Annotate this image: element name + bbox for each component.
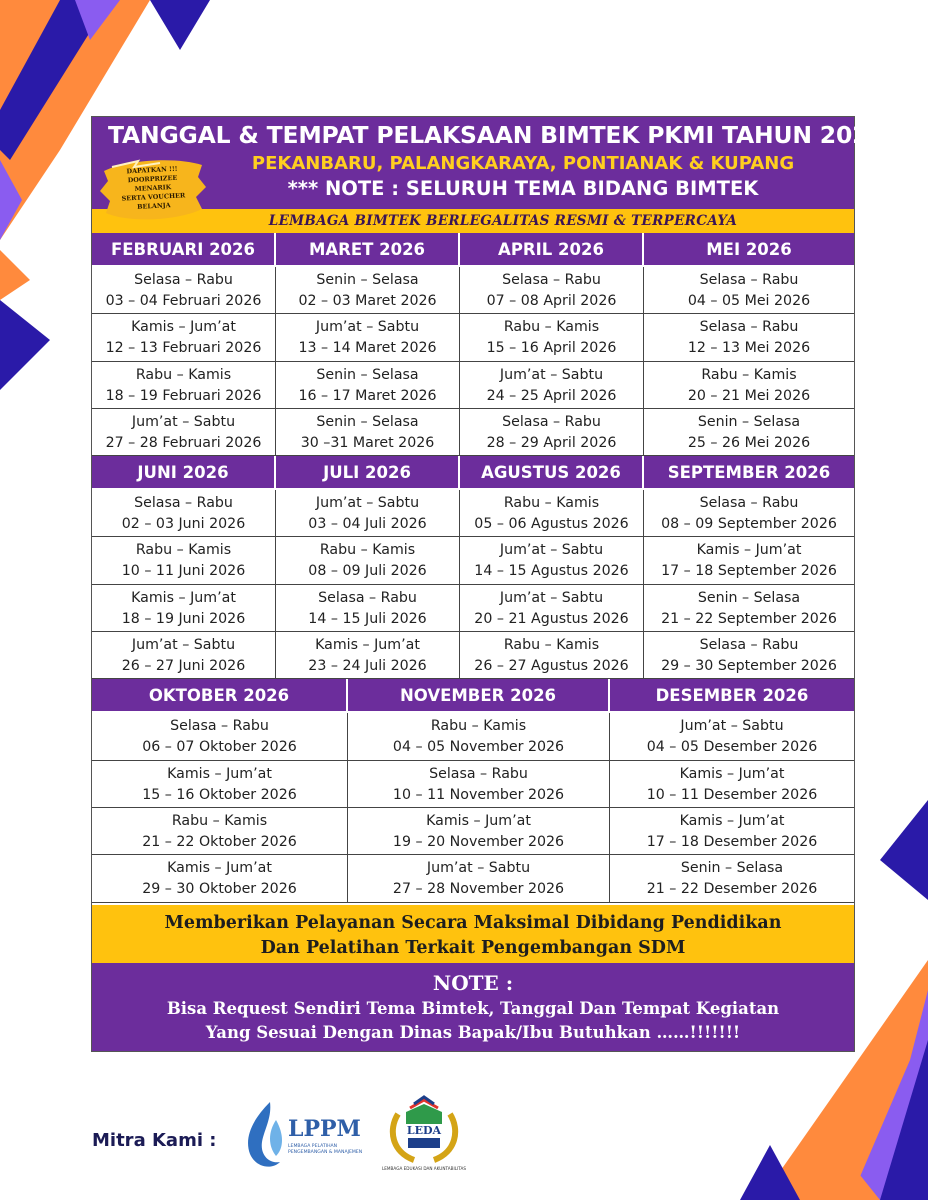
schedule-days: Jum’at – Sabtu xyxy=(131,637,236,654)
partners-label: Mitra Kami : xyxy=(92,1130,217,1151)
schedule-block-oct-dec xyxy=(92,679,854,902)
schedule-days: Senin – Selasa xyxy=(680,860,784,877)
schedule-days: Rabu – Kamis xyxy=(503,319,600,336)
schedule-days: Selasa – Rabu xyxy=(699,637,799,654)
schedule-cell xyxy=(276,490,460,537)
schedule-cell xyxy=(92,761,348,808)
leda-name: LEDA xyxy=(406,1124,442,1137)
month-header: DESEMBER 2026 xyxy=(610,679,854,713)
schedule-days: Kamis – Jum’at xyxy=(167,860,272,877)
schedule-dates: 03 – 04 Juli 2026 xyxy=(308,516,427,533)
schedule-cell xyxy=(460,632,644,679)
month-header: SEPTEMBER 2026 xyxy=(644,456,854,490)
schedule-dates: 18 – 19 Juni 2026 xyxy=(121,610,246,627)
schedule-days: Jum’at – Sabtu xyxy=(426,860,531,877)
service-statement xyxy=(92,903,854,963)
month-header: APRIL 2026 xyxy=(460,233,644,267)
schedule-cell xyxy=(644,632,854,679)
schedule-cell xyxy=(276,585,460,632)
schedule-dates: 13 – 14 Maret 2026 xyxy=(298,340,437,357)
schedule-days: Selasa – Rabu xyxy=(699,272,799,288)
schedule-dates: 14 – 15 Juli 2026 xyxy=(308,610,427,627)
schedule-cell xyxy=(644,585,854,632)
schedule-cell xyxy=(460,314,644,361)
schedule-dates: 02 – 03 Maret 2026 xyxy=(298,293,437,309)
schedule-days: Selasa – Rabu xyxy=(699,319,799,336)
schedule-dates: 18 – 19 Februari 2026 xyxy=(105,387,262,404)
schedule-dates: 20 – 21 Agustus 2026 xyxy=(474,610,629,627)
schedule-dates: 17 – 18 September 2026 xyxy=(661,563,837,580)
schedule-cell xyxy=(276,267,460,314)
schedule-cell xyxy=(92,632,276,679)
schedule-cell xyxy=(348,713,610,760)
schedule-cell xyxy=(644,362,854,409)
schedule-days: Kamis – Jum’at xyxy=(131,589,236,606)
leda-logo xyxy=(381,1094,467,1174)
schedule-dates: 24 – 25 April 2026 xyxy=(486,387,617,404)
leda-subtitle: LEMBAGA EDUKASI DAN AKUNTABILITAS xyxy=(381,1166,467,1171)
schedule-dates: 23 – 24 Juli 2026 xyxy=(308,658,427,675)
schedule-days: Kamis – Jum’at xyxy=(696,542,802,559)
schedule-cell xyxy=(644,267,854,314)
schedule-dates: 06 – 07 Oktober 2026 xyxy=(142,739,297,756)
month-header: MARET 2026 xyxy=(276,233,460,267)
schedule-days: Kamis – Jum’at xyxy=(679,812,785,829)
schedule-days: Kamis – Jum’at xyxy=(315,637,420,654)
schedule-dates: 26 – 27 Agustus 2026 xyxy=(474,658,629,675)
schedule-dates: 02 – 03 Juni 2026 xyxy=(121,516,246,533)
month-header: FEBRUARI 2026 xyxy=(92,233,276,267)
schedule-days: Jum’at – Sabtu xyxy=(499,366,604,383)
schedule-cell xyxy=(276,632,460,679)
service-line: Dan Pelatihan Terkait Pengembangan SDM xyxy=(260,937,686,958)
schedule-cell xyxy=(610,855,854,902)
schedule-dates: 12 – 13 Mei 2026 xyxy=(687,340,811,357)
schedule-dates: 20 – 21 Mei 2026 xyxy=(687,387,811,404)
schedule-cell xyxy=(276,362,460,409)
schedule-days: Rabu – Kamis xyxy=(135,542,232,559)
schedule-days: Selasa – Rabu xyxy=(429,765,528,782)
schedule-days: Rabu – Kamis xyxy=(503,495,600,512)
schedule-days: Kamis – Jum’at xyxy=(426,812,531,829)
schedule-days: Kamis – Jum’at xyxy=(679,765,785,782)
schedule-days: Jum’at – Sabtu xyxy=(131,413,236,430)
month-header: JULI 2026 xyxy=(276,456,460,490)
schedule-cell xyxy=(92,314,276,361)
schedule-cell xyxy=(348,855,610,902)
schedule-days: Senin – Selasa xyxy=(316,366,419,383)
schedule-dates: 04 – 05 Desember 2026 xyxy=(646,739,818,756)
schedule-dates: 19 – 20 November 2026 xyxy=(392,833,565,850)
schedule-cell xyxy=(348,761,610,808)
schedule-dates: 08 – 09 September 2026 xyxy=(661,516,837,533)
month-header: OKTOBER 2026 xyxy=(92,679,348,713)
schedule-dates: 26 – 27 Juni 2026 xyxy=(121,658,246,675)
badge-text xyxy=(109,164,197,213)
schedule-block-feb-may xyxy=(92,233,854,456)
schedule-days: Selasa – Rabu xyxy=(502,413,601,430)
schedule-days: Selasa – Rabu xyxy=(134,495,233,512)
schedule-cell xyxy=(644,490,854,537)
schedule-dates: 08 – 09 Juli 2026 xyxy=(308,563,427,580)
schedule-days: Rabu – Kamis xyxy=(319,542,416,559)
month-header: MEI 2026 xyxy=(644,233,854,267)
schedule-cell xyxy=(348,808,610,855)
schedule-days: Senin – Selasa xyxy=(316,272,419,288)
schedule-cell xyxy=(610,761,854,808)
month-header: AGUSTUS 2026 xyxy=(460,456,644,490)
schedule-dates: 16 – 17 Maret 2026 xyxy=(298,387,437,404)
schedule-days: Jum’at – Sabtu xyxy=(315,319,420,336)
schedule-dates: 17 – 18 Desember 2026 xyxy=(646,833,818,850)
schedule-dates: 15 – 16 Oktober 2026 xyxy=(142,786,297,803)
schedule-days: Jum’at – Sabtu xyxy=(499,589,604,606)
schedule-days: Senin – Selasa xyxy=(316,413,419,430)
schedule-cell xyxy=(644,537,854,584)
schedule-dates: 27 – 28 November 2026 xyxy=(392,881,565,898)
schedule-dates: 04 – 05 November 2026 xyxy=(392,739,565,756)
schedule-days: Selasa – Rabu xyxy=(318,589,417,606)
schedule-dates: 07 – 08 April 2026 xyxy=(486,293,617,309)
schedule-dates: 29 – 30 Oktober 2026 xyxy=(142,881,297,898)
schedule-dates: 10 – 11 November 2026 xyxy=(392,786,565,803)
schedule-days: Rabu – Kamis xyxy=(171,812,268,829)
schedule-days: Rabu – Kamis xyxy=(701,366,797,383)
badge-line: SERTA VOUCHER xyxy=(121,191,186,203)
lppm-subtitle: LEMBAGA PELATIHAN PENGEMBANGAN & MANAJEMEN xyxy=(288,1144,363,1155)
schedule-block-jun-sep xyxy=(92,456,854,679)
schedule-days: Kamis – Jum’at xyxy=(167,765,272,782)
schedule-dates: 21 – 22 Desember 2026 xyxy=(646,881,818,898)
schedule-days: Selasa – Rabu xyxy=(502,272,601,288)
schedule-dates: 12 – 13 Februari 2026 xyxy=(105,340,262,357)
schedule-days: Jum’at – Sabtu xyxy=(315,495,420,512)
schedule-cell xyxy=(644,314,854,361)
schedule-dates: 03 – 04 Februari 2026 xyxy=(105,293,262,309)
poster-title: TANGGAL & TEMPAT PELAKSAAN BIMTEK PKMI TAHUN 2026 xyxy=(108,121,885,149)
schedule-cell xyxy=(92,855,348,902)
schedule-cell xyxy=(92,713,348,760)
schedule-days: Selasa – Rabu xyxy=(170,718,269,735)
schedule-cell xyxy=(276,314,460,361)
schedule-cell xyxy=(460,409,644,456)
schedule-cell xyxy=(460,537,644,584)
schedule-dates: 10 – 11 Desember 2026 xyxy=(646,786,818,803)
schedule-dates: 14 – 15 Agustus 2026 xyxy=(474,563,629,580)
poster-header xyxy=(92,117,885,211)
schedule-cell xyxy=(92,409,276,456)
schedule-cell xyxy=(460,490,644,537)
schedule-days: Selasa – Rabu xyxy=(699,495,799,512)
schedule-cell xyxy=(276,537,460,584)
schedule-days: Senin – Selasa xyxy=(697,589,801,606)
schedule-days: Jum’at – Sabtu xyxy=(680,718,784,735)
note-line: Bisa Request Sendiri Tema Bimtek, Tanggal Dan Tempat Kegiatan xyxy=(166,998,780,1018)
schedule-dates: 21 – 22 Oktober 2026 xyxy=(142,833,297,850)
schedule-cell xyxy=(276,409,460,456)
schedule-dates: 21 – 22 September 2026 xyxy=(661,610,837,627)
poster-cities: PEKANBARU, PALANGKARAYA, PONTIANAK & KUPANG xyxy=(251,153,795,174)
lppm-name: LPPM xyxy=(288,1116,361,1142)
request-note xyxy=(92,963,854,1051)
schedule-dates: 15 – 16 April 2026 xyxy=(486,340,617,357)
badge-line: DOORPRIZEE xyxy=(127,173,178,185)
schedule-cell xyxy=(460,362,644,409)
schedule-cell xyxy=(92,490,276,537)
schedule-cell xyxy=(644,409,854,456)
month-header: NOVEMBER 2026 xyxy=(348,679,610,713)
schedule-days: Kamis – Jum’at xyxy=(131,319,236,336)
schedule-days: Selasa – Rabu xyxy=(134,272,233,288)
poster-note: *** NOTE : SELURUH TEMA BIDANG BIMTEK xyxy=(287,177,759,200)
flame-drop-icon xyxy=(242,1100,288,1172)
schedule-cell xyxy=(92,808,348,855)
note-title: NOTE : xyxy=(432,970,514,995)
schedule-dates: 29 – 30 September 2026 xyxy=(661,658,837,675)
schedule-cell xyxy=(92,267,276,314)
badge-line: BELANJA xyxy=(136,201,171,211)
schedule-dates: 10 – 11 Juni 2026 xyxy=(121,563,246,580)
schedule-poster xyxy=(91,116,885,1052)
schedule-dates: 30 –31 Maret 2026 xyxy=(300,434,435,451)
schedule-dates: 28 – 29 April 2026 xyxy=(486,434,617,451)
schedule-days: Senin – Selasa xyxy=(697,413,801,430)
badge-line: DAPATKAN !!! xyxy=(126,164,178,176)
schedule-days: Rabu – Kamis xyxy=(503,637,600,654)
badge-line: MENARIK xyxy=(134,183,172,193)
schedule-cell xyxy=(460,585,644,632)
schedule-dates: 25 – 26 Mei 2026 xyxy=(687,434,811,451)
schedule-days: Rabu – Kamis xyxy=(135,366,232,383)
service-line: Memberikan Pelayanan Secara Maksimal Dibidang Pendidikan xyxy=(164,912,782,933)
schedule-dates: 05 – 06 Agustus 2026 xyxy=(474,516,629,533)
schedule-cell xyxy=(460,267,644,314)
schedule-cell xyxy=(92,537,276,584)
note-line: Yang Sesuai Dengan Dinas Bapak/Ibu Butuhkan ……!!!!!!! xyxy=(205,1022,741,1042)
schedule-days: Jum’at – Sabtu xyxy=(499,542,604,559)
schedule-cell xyxy=(92,585,276,632)
schedule-cell xyxy=(610,713,854,760)
legality-band: LEMBAGA BIMTEK BERLEGALITAS RESMI & TERPERCAYA xyxy=(92,209,854,233)
schedule-days: Rabu – Kamis xyxy=(430,718,527,735)
lppm-logo xyxy=(242,1100,372,1172)
doorprize-badge xyxy=(98,157,208,223)
schedule-cell xyxy=(92,362,276,409)
schedule-dates: 04 – 05 Mei 2026 xyxy=(687,293,811,309)
month-header: JUNI 2026 xyxy=(92,456,276,490)
schedule-dates: 27 – 28 Februari 2026 xyxy=(105,434,262,451)
schedule-cell xyxy=(610,808,854,855)
